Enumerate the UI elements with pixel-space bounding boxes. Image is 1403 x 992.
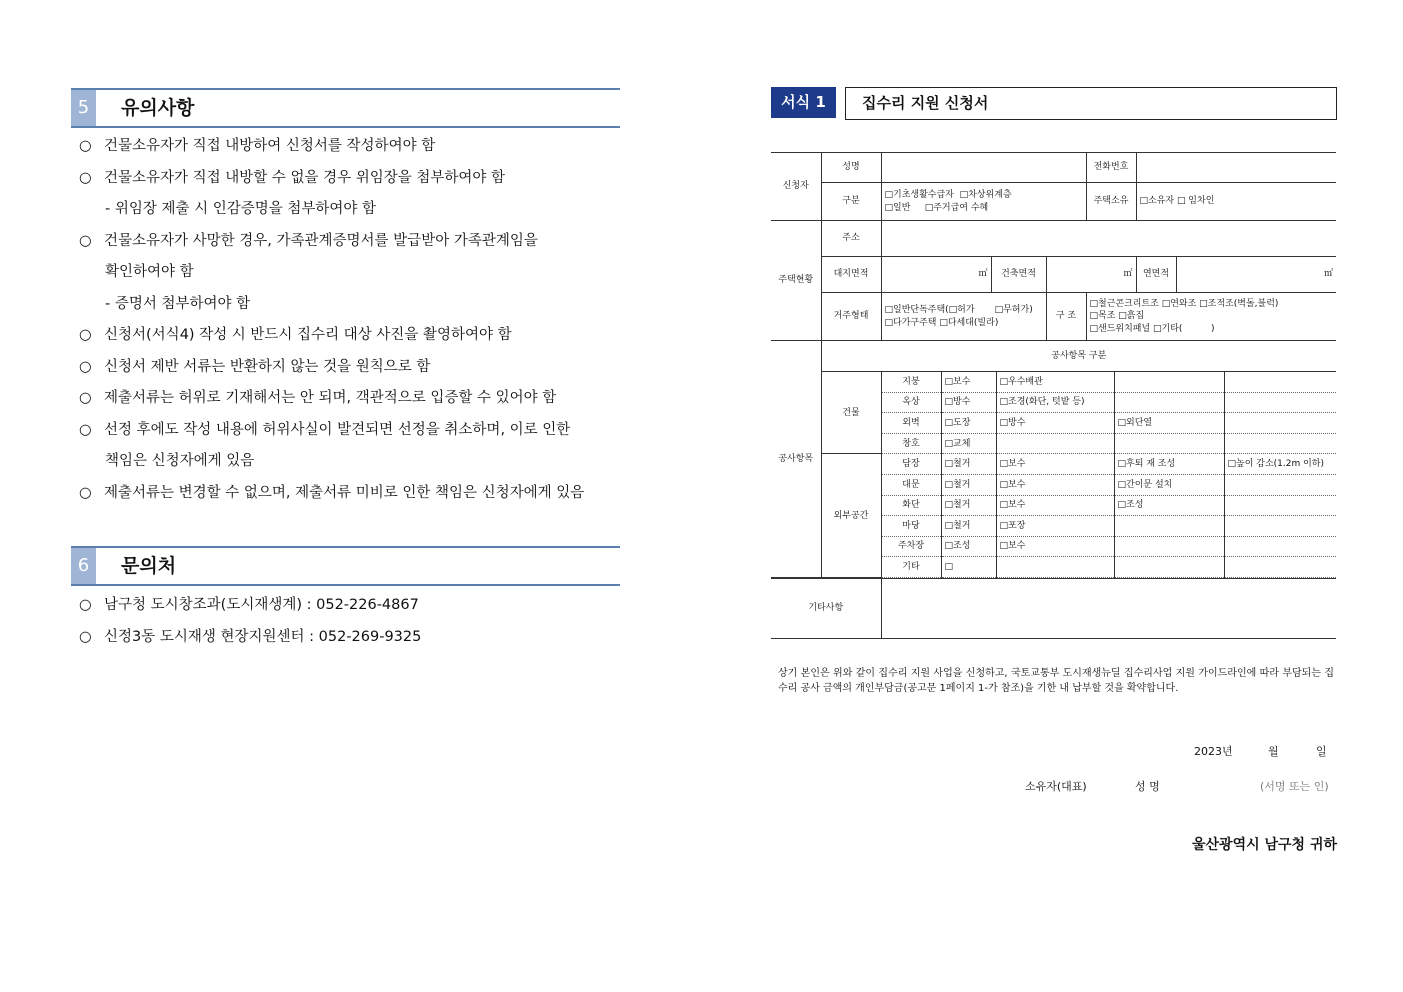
section-number: 6 bbox=[71, 548, 96, 584]
structure-options[interactable]: □철근콘크리트조 □연와조 □조적조(벽돌,블럭) □목조 □흙집 □샌드위치패널 □기타( ) bbox=[1086, 293, 1336, 341]
phone-label: 전화번호 bbox=[1086, 153, 1136, 183]
section-5-header bbox=[71, 88, 620, 128]
work-option[interactable] bbox=[1224, 413, 1336, 434]
work-option[interactable]: □철거 bbox=[941, 474, 996, 495]
work-option[interactable]: □포장 bbox=[996, 516, 1114, 537]
building-area-label: 건축면적 bbox=[991, 257, 1046, 293]
phone-field[interactable] bbox=[1136, 153, 1336, 183]
name-field[interactable] bbox=[881, 153, 1086, 183]
work-option[interactable]: □후퇴 재 조성 bbox=[1114, 454, 1224, 475]
work-option[interactable] bbox=[996, 433, 1114, 454]
work-option[interactable]: □교체 bbox=[941, 433, 996, 454]
name-label: 성 명 bbox=[1135, 780, 1160, 793]
type-options[interactable]: □기초생활수급자 □차상위계층 □일반 □주거급여 수혜 bbox=[881, 183, 1086, 221]
work-option[interactable]: □보수 bbox=[996, 474, 1114, 495]
work-option[interactable]: □방수 bbox=[996, 413, 1114, 434]
address-field[interactable] bbox=[881, 221, 1336, 257]
work-option[interactable]: □외단열 bbox=[1114, 413, 1224, 434]
work-option[interactable] bbox=[1224, 392, 1336, 413]
form-badge: 서식 1 bbox=[771, 87, 836, 118]
sign-hint: (서명 또는 인) bbox=[1260, 780, 1329, 793]
work-option[interactable] bbox=[1114, 372, 1224, 393]
name-label: 성명 bbox=[821, 153, 881, 183]
section-title: 문의처 bbox=[121, 555, 177, 577]
list-item: 확인하여야 함 bbox=[105, 264, 194, 280]
notice-list bbox=[79, 131, 649, 509]
building-area-field[interactable]: ㎡ bbox=[1046, 257, 1136, 293]
work-option[interactable] bbox=[1224, 557, 1336, 578]
work-option[interactable] bbox=[1224, 474, 1336, 495]
contact-list bbox=[79, 590, 649, 653]
work-item: 옥상 bbox=[881, 392, 941, 413]
list-item: ○ 선정 후에도 작성 내용에 허위사실이 발견되면 선정을 취소하며, 이로 인한 bbox=[79, 421, 571, 438]
list-item: ○ 제출서류는 변경할 수 없으며, 제출서류 미비로 인한 책임은 신청자에게 있음 bbox=[79, 484, 585, 501]
work-option[interactable]: □철거 bbox=[941, 516, 996, 537]
other-table bbox=[771, 578, 1336, 639]
list-item: - 위임장 제출 시 인감증명을 첨부하여야 함 bbox=[105, 201, 377, 217]
recipient: 울산광역시 남구청 귀하 bbox=[1192, 837, 1337, 853]
other-field[interactable] bbox=[881, 579, 1336, 639]
residence-label: 거주형태 bbox=[821, 293, 881, 341]
work-option[interactable] bbox=[1114, 433, 1224, 454]
work-item: 외벽 bbox=[881, 413, 941, 434]
list-item: ○ 신청서(서식4) 작성 시 반드시 집수리 대상 사진을 촬영하여야 함 bbox=[79, 327, 512, 343]
work-option[interactable] bbox=[1114, 392, 1224, 413]
list-item: ○ 신정3동 도시재생 현장지원센터 : 052-269-9325 bbox=[79, 628, 422, 645]
work-option[interactable]: □철거 bbox=[941, 495, 996, 516]
applicant-group-label: 신청자 bbox=[771, 153, 821, 221]
statement: 상기 본인은 위와 같이 집수리 지원 사업을 신청하고, 국토교통부 도시재생뉴딜 집수리사업 지원 가이드라인에 따라 부담되는 집수리 공사 금액의 개인부담금(공고문 1페이지 1-가 참조)을 기한 내 납부할 것을 확약합니다. bbox=[778, 668, 1334, 694]
work-option[interactable] bbox=[1224, 372, 1336, 393]
work-item: 대문 bbox=[881, 474, 941, 495]
work-option[interactable]: □보수 bbox=[996, 454, 1114, 475]
section-6-header bbox=[71, 546, 620, 586]
structure-label: 구 조 bbox=[1046, 293, 1086, 341]
application-table bbox=[771, 152, 1336, 341]
section-title: 유의사항 bbox=[121, 97, 195, 119]
work-option[interactable] bbox=[1114, 536, 1224, 557]
work-option[interactable]: □조성 bbox=[1114, 495, 1224, 516]
work-option[interactable]: □조성 bbox=[941, 536, 996, 557]
work-option[interactable]: □철거 bbox=[941, 454, 996, 475]
other-label: 기타사항 bbox=[771, 579, 881, 639]
building-label: 건물 bbox=[821, 372, 881, 454]
works-header: 공사항목 구분 bbox=[821, 341, 1336, 372]
land-area-label: 대지면적 bbox=[821, 257, 881, 293]
work-option[interactable]: □간이문 설치 bbox=[1114, 474, 1224, 495]
floor-area-field[interactable]: ㎡ bbox=[1176, 257, 1336, 293]
list-item: ○ 건물소유자가 사망한 경우, 가족관계증명서를 발급받아 가족관계임을 bbox=[79, 232, 538, 249]
ownership-label: 주택소유 bbox=[1086, 183, 1136, 221]
residence-options[interactable]: □일반단독주택(□허가 □무허가) □다가구주택 □다세대(빌라) bbox=[881, 293, 1046, 341]
work-option[interactable] bbox=[1224, 536, 1336, 557]
work-option[interactable] bbox=[1224, 495, 1336, 516]
work-option[interactable] bbox=[1224, 516, 1336, 537]
list-item: ○ 남구청 도시창조과(도시재생계) : 052-226-4867 bbox=[79, 597, 419, 613]
work-option[interactable]: □방수 bbox=[941, 392, 996, 413]
list-item: - 증명서 첨부하여야 함 bbox=[105, 295, 251, 312]
work-option[interactable]: □보수 bbox=[996, 536, 1114, 557]
work-option[interactable]: □도장 bbox=[941, 413, 996, 434]
works-table bbox=[771, 340, 1336, 578]
date-year: 2023년 bbox=[1194, 745, 1233, 758]
ownership-options[interactable]: □소유자 □ 임차인 bbox=[1136, 183, 1336, 221]
section-number: 5 bbox=[71, 90, 96, 126]
list-item: ○ 건물소유자가 직접 내방하여 신청서를 작성하여야 함 bbox=[79, 138, 436, 154]
work-option[interactable] bbox=[1114, 516, 1224, 537]
works-group-label: 공사항목 bbox=[771, 341, 821, 578]
work-option[interactable]: □조경(화단, 텃밭 등) bbox=[996, 392, 1114, 413]
floor-area-label: 연면적 bbox=[1136, 257, 1176, 293]
work-item: 마당 bbox=[881, 516, 941, 537]
work-item: 지붕 bbox=[881, 372, 941, 393]
date-day: 일 bbox=[1316, 745, 1327, 758]
work-option[interactable]: □보수 bbox=[996, 495, 1114, 516]
work-option[interactable]: □ bbox=[941, 557, 996, 578]
list-item: ○ 제출서류는 허위로 기재해서는 안 되며, 객관적으로 입증할 수 있어야 함 bbox=[79, 390, 557, 406]
owner-role: 소유자(대표) bbox=[1025, 780, 1087, 793]
work-item: 기타 bbox=[881, 557, 941, 578]
work-option[interactable] bbox=[1114, 557, 1224, 578]
work-option[interactable]: □우수배관 bbox=[996, 372, 1114, 393]
land-area-field[interactable]: ㎡ bbox=[881, 257, 991, 293]
list-item: 책임은 신청자에게 있음 bbox=[105, 453, 255, 469]
outdoor-label: 외부공간 bbox=[821, 454, 881, 578]
work-option[interactable]: □보수 bbox=[941, 372, 996, 393]
house-group-label: 주택현황 bbox=[771, 221, 821, 341]
list-item: ○ 건물소유자가 직접 내방할 수 없을 경우 위임장을 첨부하여야 함 bbox=[79, 169, 506, 186]
work-option[interactable]: □높이 감소(1.2m 이하) bbox=[1224, 454, 1336, 475]
form-title: 집수리 지원 신청서 bbox=[845, 87, 1337, 120]
work-item: 창호 bbox=[881, 433, 941, 454]
work-item: 주차장 bbox=[881, 536, 941, 557]
address-label: 주소 bbox=[821, 221, 881, 257]
work-item: 담장 bbox=[881, 454, 941, 475]
list-item: ○ 신청서 제반 서류는 반환하지 않는 것을 원칙으로 함 bbox=[79, 358, 431, 375]
work-item: 화단 bbox=[881, 495, 941, 516]
work-option[interactable] bbox=[1224, 433, 1336, 454]
work-option[interactable] bbox=[996, 557, 1114, 578]
date-month: 월 bbox=[1268, 745, 1279, 758]
type-label: 구분 bbox=[821, 183, 881, 221]
